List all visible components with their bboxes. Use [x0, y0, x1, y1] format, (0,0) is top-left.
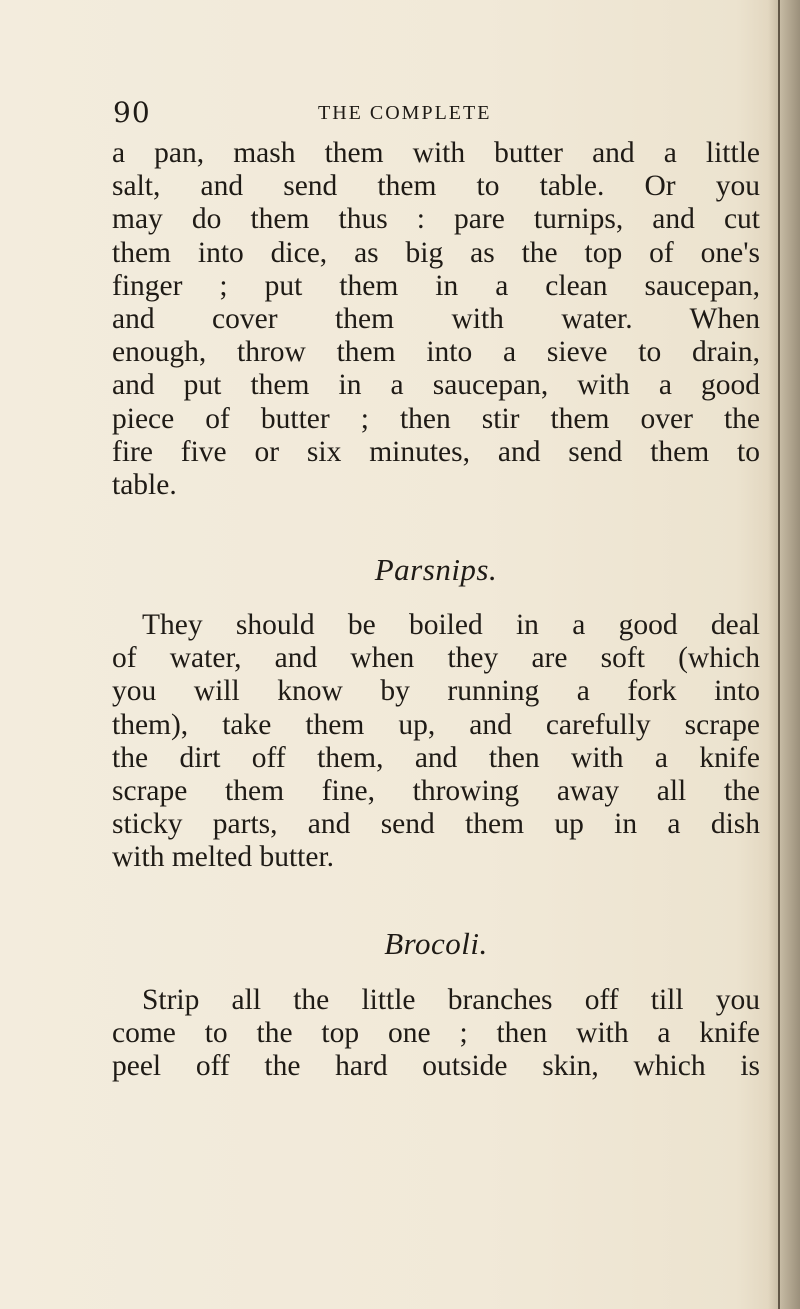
- text-line: finger ; put them in a clean saucepan,: [112, 269, 760, 302]
- text-line: They should be boiled in a good deal: [142, 609, 760, 642]
- text-line: may do them thus : pare turnips, and cut: [112, 203, 760, 236]
- text-line: them into dice, as big as the top of one's: [112, 236, 760, 269]
- running-head: THE COMPLETE: [318, 102, 492, 124]
- text-line: sticky parts, and send them up in a dish: [112, 808, 760, 841]
- text-line: a pan, mash them with butter and a little: [112, 137, 760, 169]
- page-gutter-shadow: [768, 0, 800, 1309]
- text-line: table.: [112, 468, 177, 501]
- text-line: and cover them with water. When: [112, 302, 760, 335]
- text-line: you will know by running a fork into: [112, 675, 760, 708]
- text-line: and put them in a saucepan, with a good: [112, 369, 760, 402]
- text-line: of water, and when they are soft (which: [112, 642, 760, 675]
- text-line: piece of butter ; then stir them over the: [112, 402, 760, 435]
- section-heading-brocoli: Brocoli.: [384, 925, 488, 961]
- text-line: enough, throw them into a sieve to drain,: [112, 336, 760, 369]
- text-line: them), take them up, and carefully scrape: [112, 708, 760, 741]
- page-number: 90: [113, 96, 151, 129]
- text-line: come to the top one ; then with a knife: [112, 1016, 760, 1049]
- text-line: salt, and send them to table. Or you: [112, 170, 760, 203]
- page-body: [112, 137, 760, 1083]
- text-line: fire five or six minutes, and send them to: [112, 435, 760, 468]
- text-line: the dirt off them, and then with a knife: [112, 741, 760, 774]
- section-heading-parsnips: Parsnips.: [374, 552, 498, 588]
- text-line: scrape them fine, throwing away all the: [112, 775, 760, 807]
- text-line: peel off the hard outside skin, which is: [112, 1049, 760, 1082]
- paragraph-turnips-continued: [112, 137, 760, 502]
- paragraph-parsnips: [112, 609, 760, 875]
- text-line: Strip all the little branches off till you: [142, 983, 760, 1016]
- page-gutter-edge: [778, 0, 780, 1309]
- paragraph-brocoli: [112, 984, 760, 1084]
- text-line: with melted butter.: [112, 841, 335, 874]
- page-header: [113, 96, 773, 136]
